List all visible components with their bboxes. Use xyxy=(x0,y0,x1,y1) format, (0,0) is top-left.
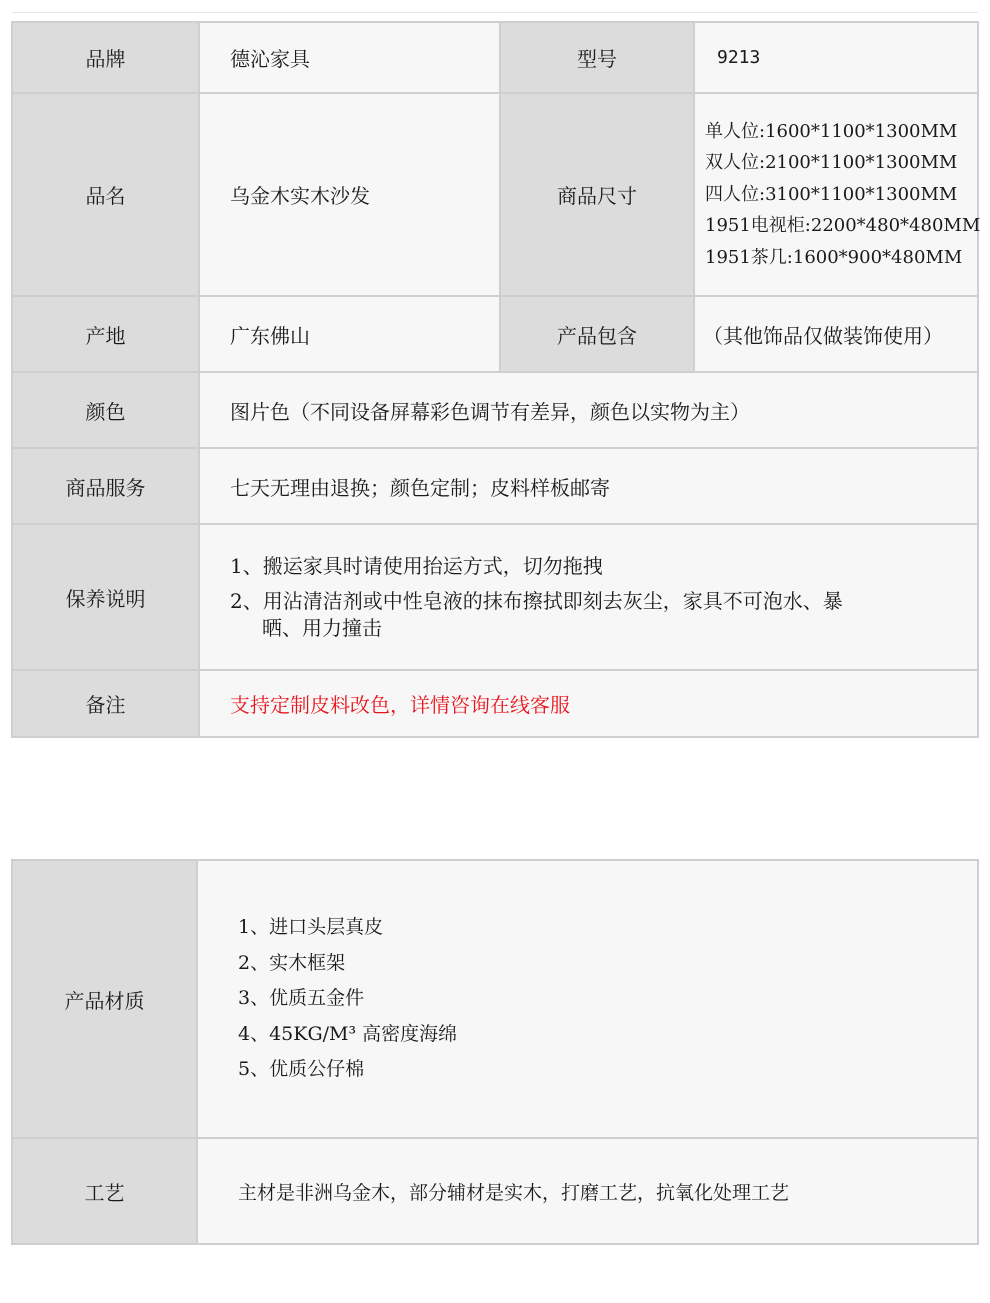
size-line: 1951电视柜:2200*480*480MM xyxy=(705,215,981,237)
color-label: 颜色 xyxy=(12,372,199,448)
material-item: 4、45KG/M³ 高密度海绵 xyxy=(238,1022,458,1045)
care-list xyxy=(199,524,978,670)
material-item: 2、实木框架 xyxy=(238,951,346,974)
care-item: 1、搬运家具时请使用抬运方式，切勿拖拽 xyxy=(230,553,603,578)
color-value: 图片色（不同设备屏幕彩色调节有差异，颜色以实物为主） xyxy=(199,372,978,448)
includes-value: （其他饰品仅做装饰使用） xyxy=(694,296,978,372)
includes-label: 产品包含 xyxy=(500,296,694,372)
row-material xyxy=(12,860,978,1138)
product-spec-table xyxy=(11,21,979,738)
care-label: 保养说明 xyxy=(12,524,199,670)
size-line: 四人位:3100*1100*1300MM xyxy=(705,183,958,205)
model-label: 型号 xyxy=(500,22,694,93)
row-origin xyxy=(12,296,978,372)
material-table xyxy=(11,859,979,1245)
model-value: 9213 xyxy=(694,22,978,93)
material-item: 1、进口头层真皮 xyxy=(238,916,384,939)
size-line: 1951茶几:1600*900*480MM xyxy=(705,246,963,268)
row-brand xyxy=(12,22,978,93)
craft-label: 工艺 xyxy=(12,1138,197,1244)
row-name-size xyxy=(12,93,978,296)
origin-label: 产地 xyxy=(12,296,199,372)
size-list xyxy=(694,93,981,296)
material-item: 5、优质公仔棉 xyxy=(238,1058,365,1081)
top-divider xyxy=(12,12,978,13)
brand-value: 德沁家具 xyxy=(199,22,500,93)
material-list xyxy=(197,860,978,1138)
material-label: 产品材质 xyxy=(12,860,197,1138)
origin-value: 广东佛山 xyxy=(199,296,500,372)
care-item: 2、用沾清洁剂或中性皂液的抹布擦拭即刻去灰尘，家具不可泡水、暴晒、用力撞击 xyxy=(230,588,843,640)
row-note xyxy=(12,670,978,737)
brand-label: 品牌 xyxy=(12,22,199,93)
name-value: 乌金木实木沙发 xyxy=(199,93,500,296)
size-label: 商品尺寸 xyxy=(500,93,694,296)
row-craft xyxy=(12,1138,978,1244)
craft-value: 主材是非洲乌金木，部分辅材是实木，打磨工艺，抗氧化处理工艺 xyxy=(197,1138,978,1244)
name-label: 品名 xyxy=(12,93,199,296)
material-item: 3、优质五金件 xyxy=(238,987,365,1010)
service-label: 商品服务 xyxy=(12,448,199,524)
row-service xyxy=(12,448,978,524)
row-care xyxy=(12,524,978,670)
row-color xyxy=(12,372,978,448)
note-label: 备注 xyxy=(12,670,199,737)
service-value: 七天无理由退换；颜色定制；皮料样板邮寄 xyxy=(199,448,978,524)
note-value: 支持定制皮料改色，详情咨询在线客服 xyxy=(199,670,978,737)
size-line: 单人位:1600*1100*1300MM xyxy=(705,120,958,142)
size-line: 双人位:2100*1100*1300MM xyxy=(705,152,958,174)
